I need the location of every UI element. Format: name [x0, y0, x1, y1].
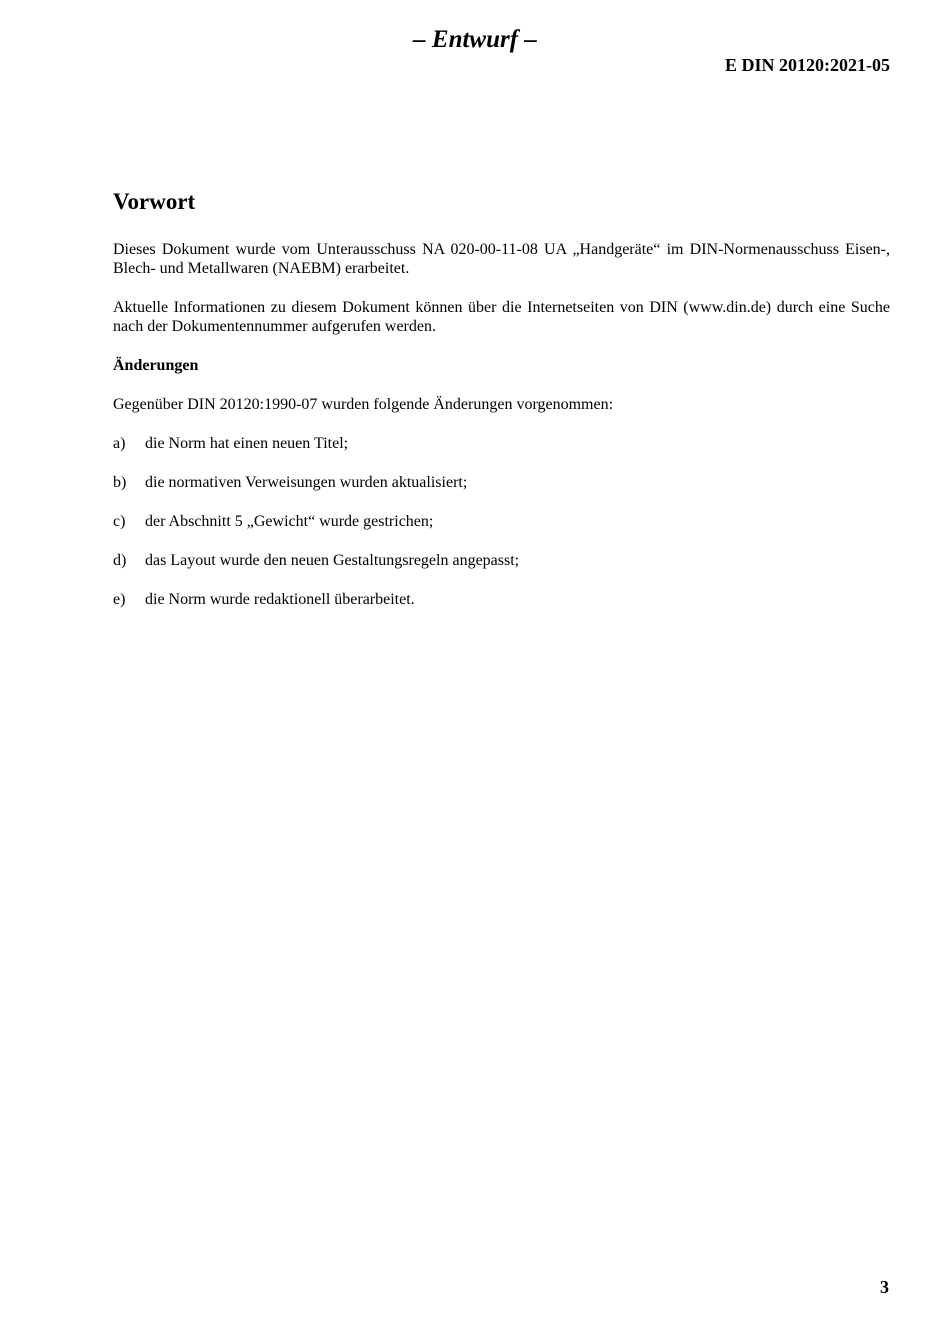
changes-intro: Gegenüber DIN 20120:1990-07 wurden folgende Änderungen vorgenommen:: [113, 396, 614, 413]
draft-watermark: – Entwurf –: [413, 26, 537, 53]
info-paragraph: Aktuelle Informationen zu diesem Dokument können über die Internetseiten von DIN (www.din.de) durch eine Suche nach der Dokumentennummer aufgerufen werden.: [113, 299, 890, 335]
list-text: die Norm hat einen neuen Titel;: [145, 435, 349, 452]
list-marker: b): [113, 474, 127, 491]
list-item: [113, 434, 890, 453]
list-marker: d): [113, 552, 127, 569]
list-item: [113, 590, 890, 609]
list-text: die Norm wurde redaktionell überarbeitet.: [145, 591, 415, 608]
page-number: 3: [880, 1277, 889, 1297]
list-item: [113, 551, 890, 570]
list-text: die normativen Verweisungen wurden aktualisiert;: [145, 474, 468, 491]
intro-paragraph: Dieses Dokument wurde vom Unterausschuss NA 020-00-11-08 UA „Handgeräte“ im DIN-Normenausschuss Eisen-, Blech- und Metallwaren (NAEBM) erarbeitet.: [113, 241, 890, 277]
list-marker: e): [113, 591, 126, 608]
changes-list: [113, 434, 890, 609]
section-title: Vorwort: [113, 189, 196, 214]
list-text: das Layout wurde den neuen Gestaltungsregeln angepasst;: [145, 552, 520, 569]
list-item: [113, 512, 890, 531]
list-item: [113, 473, 890, 492]
document-id: E DIN 20120:2021-05: [725, 55, 890, 75]
changes-heading: Änderungen: [113, 357, 199, 374]
list-text: der Abschnitt 5 „Gewicht“ wurde gestrichen;: [145, 513, 434, 530]
list-marker: c): [113, 513, 126, 530]
list-marker: a): [113, 435, 126, 452]
foreword-section: [113, 186, 890, 629]
